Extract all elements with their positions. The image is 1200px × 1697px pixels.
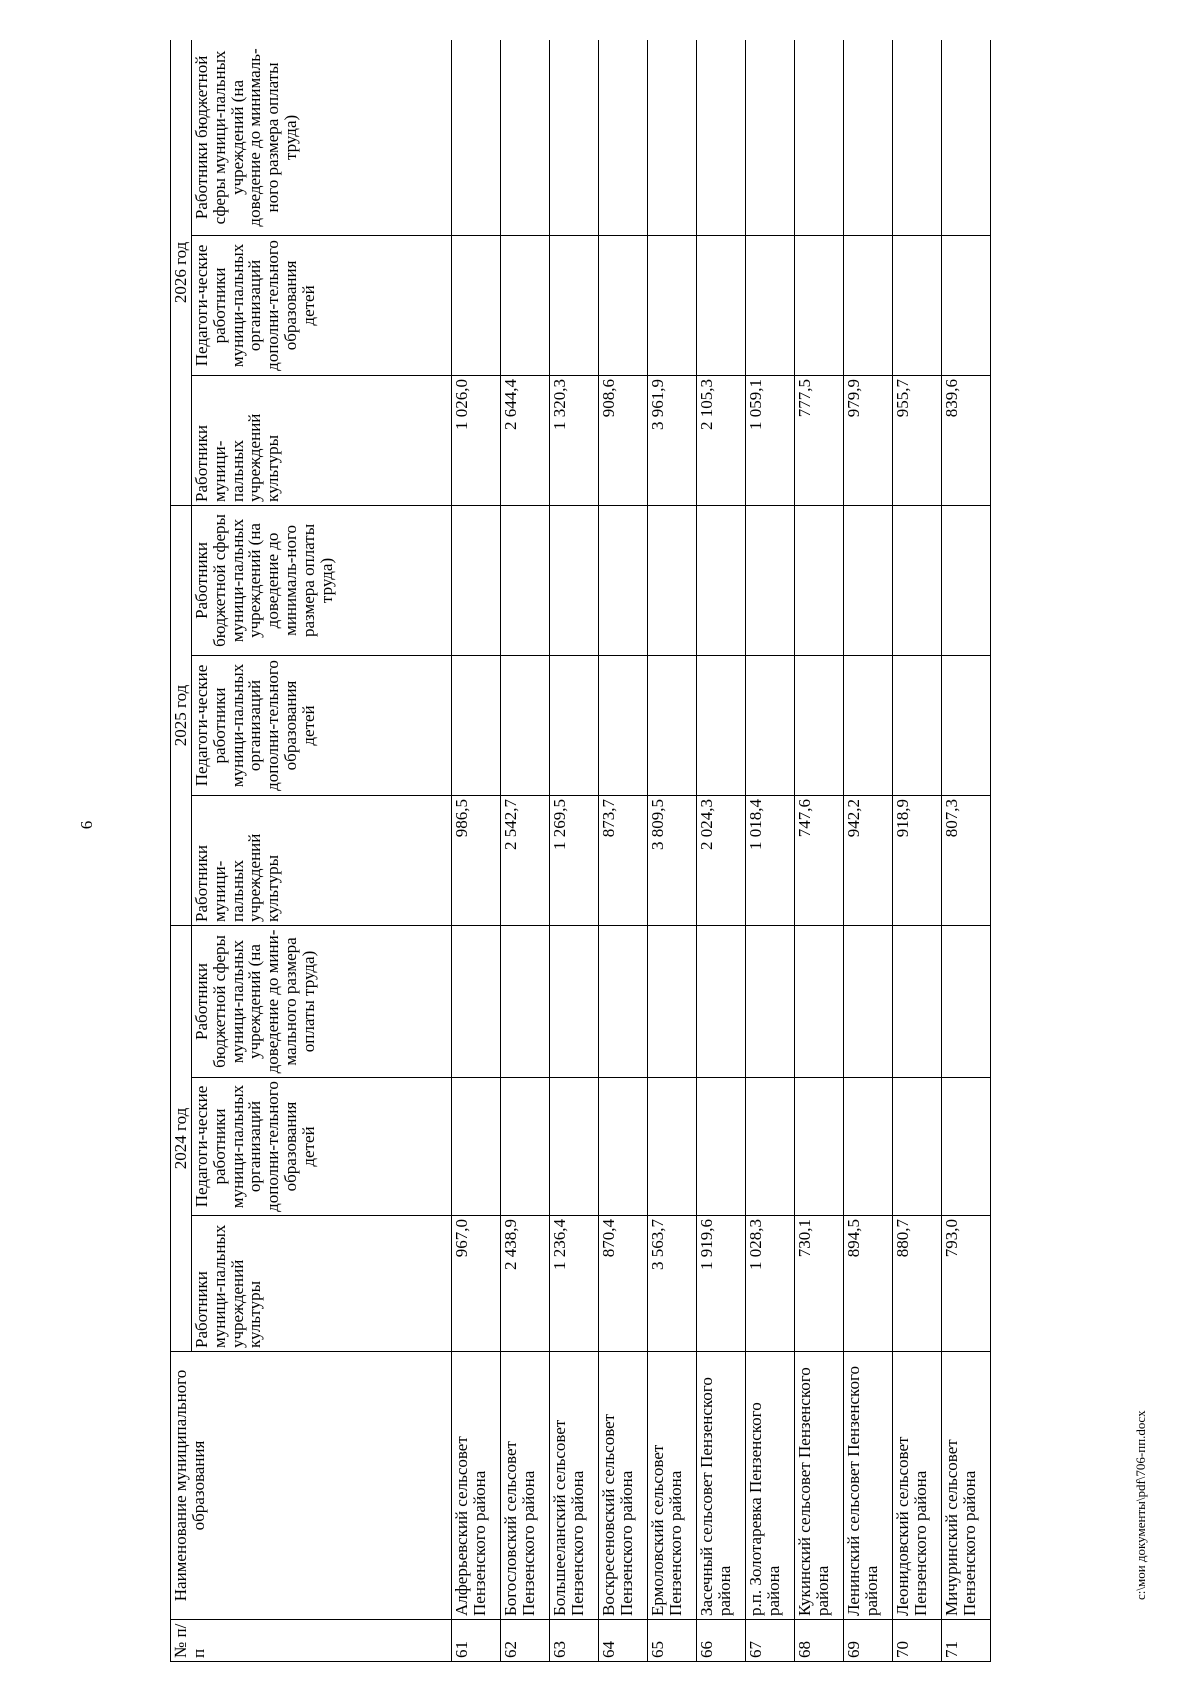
value-2025-culture: 807,3 <box>941 795 990 925</box>
value-2025-culture: 873,7 <box>598 795 647 925</box>
value-2024-budget <box>451 925 500 1077</box>
value-2025-budget <box>892 505 941 655</box>
value-2026-culture: 979,9 <box>843 375 892 505</box>
table-row <box>745 40 794 1662</box>
municipality-name: Леонидовский сельсовет Пензенского района <box>892 1352 941 1620</box>
row-number: 64 <box>598 1620 647 1662</box>
value-2025-culture: 986,5 <box>451 795 500 925</box>
table-frame <box>170 40 1042 1662</box>
value-2024-budget <box>647 925 696 1077</box>
value-2025-culture: 2 542,7 <box>500 795 549 925</box>
header-2026-culture: Работники муници-пальных учреждений культуры <box>191 375 451 505</box>
value-2026-culture: 839,6 <box>941 375 990 505</box>
value-2024-teachers <box>696 1078 745 1216</box>
value-2026-teachers <box>794 235 843 375</box>
municipality-name: Мичуринский сельсовет Пензенского района <box>941 1352 990 1620</box>
header-2024-budget: Работники бюджетной сферы муници-пальных учреждений (на доведение до мини-мального размера оплаты труда) <box>191 925 451 1077</box>
value-2026-culture: 1 026,0 <box>451 375 500 505</box>
value-2026-culture: 1 059,1 <box>745 375 794 505</box>
value-2025-budget <box>451 505 500 655</box>
value-2024-teachers <box>941 1078 990 1216</box>
value-2024-culture: 730,1 <box>794 1216 843 1352</box>
value-2024-teachers <box>451 1078 500 1216</box>
row-number: 65 <box>647 1620 696 1662</box>
row-number: 71 <box>941 1620 990 1662</box>
municipality-name: Большееланский сельсовет Пензенского района <box>549 1352 598 1620</box>
header-2025-teachers: Педагоги-ческие работники муници-пальных организаций дополни-тельного образования детей <box>191 655 451 795</box>
header-year-2026: 2026 год <box>171 40 192 505</box>
table-row <box>843 40 892 1662</box>
row-number: 61 <box>451 1620 500 1662</box>
value-2024-budget <box>598 925 647 1077</box>
value-2025-culture: 942,2 <box>843 795 892 925</box>
value-2024-culture: 2 438,9 <box>500 1216 549 1352</box>
value-2026-culture: 955,7 <box>892 375 941 505</box>
value-2024-teachers <box>745 1078 794 1216</box>
value-2024-culture: 967,0 <box>451 1216 500 1352</box>
header-2025-budget: Работники бюджетной сферы муници-пальных учреждений (на доведение до минималь-ного размера оплаты труда) <box>191 505 451 655</box>
header-name: Наименование муниципального образования <box>171 1352 452 1620</box>
value-2025-teachers <box>794 655 843 795</box>
value-2026-budget <box>500 40 549 235</box>
value-2024-budget <box>794 925 843 1077</box>
value-2026-teachers <box>843 235 892 375</box>
municipality-name: Алферьевский сельсовет Пензенского района <box>451 1352 500 1620</box>
value-2025-culture: 2 024,3 <box>696 795 745 925</box>
value-2026-teachers <box>500 235 549 375</box>
value-2024-teachers <box>598 1078 647 1216</box>
value-2026-teachers <box>549 235 598 375</box>
rotated-table-container <box>170 40 1042 1662</box>
header-2024-culture: Работники муници-пальных учреждений культуры <box>191 1216 451 1352</box>
value-2025-culture: 1 269,5 <box>549 795 598 925</box>
value-2025-teachers <box>892 655 941 795</box>
value-2025-culture: 747,6 <box>794 795 843 925</box>
value-2024-teachers <box>843 1078 892 1216</box>
page-number: 6 <box>77 820 96 830</box>
value-2025-teachers <box>549 655 598 795</box>
value-2026-budget <box>745 40 794 235</box>
value-2026-culture: 777,5 <box>794 375 843 505</box>
value-2026-budget <box>794 40 843 235</box>
row-number: 62 <box>500 1620 549 1662</box>
value-2024-culture: 880,7 <box>892 1216 941 1352</box>
value-2024-culture: 3 563,7 <box>647 1216 696 1352</box>
municipality-name: Богословский сельсовет Пензенского района <box>500 1352 549 1620</box>
table-row <box>647 40 696 1662</box>
value-2026-culture: 908,6 <box>598 375 647 505</box>
row-number: 63 <box>549 1620 598 1662</box>
row-number: 67 <box>745 1620 794 1662</box>
header-num: № п/п <box>171 1620 452 1662</box>
value-2024-teachers <box>549 1078 598 1216</box>
value-2026-teachers <box>941 235 990 375</box>
footer-file-path: c:\мои документы\pdf\706-пп.docx <box>1133 1410 1148 1600</box>
value-2026-budget <box>696 40 745 235</box>
value-2026-budget <box>941 40 990 235</box>
allocation-table <box>170 40 991 1662</box>
value-2026-budget <box>892 40 941 235</box>
value-2025-budget <box>500 505 549 655</box>
value-2025-teachers <box>451 655 500 795</box>
value-2025-teachers <box>647 655 696 795</box>
value-2026-teachers <box>647 235 696 375</box>
value-2024-budget <box>696 925 745 1077</box>
table-row <box>696 40 745 1662</box>
value-2026-teachers <box>598 235 647 375</box>
value-2024-budget <box>549 925 598 1077</box>
table-row <box>549 40 598 1662</box>
header-2026-teachers: Педагоги-ческие работники муници-пальных организаций дополни-тельного образования детей <box>191 235 451 375</box>
row-number: 69 <box>843 1620 892 1662</box>
municipality-name: р.п. Золотаревка Пензенского района <box>745 1352 794 1620</box>
value-2024-culture: 1 236,4 <box>549 1216 598 1352</box>
value-2026-culture: 3 961,9 <box>647 375 696 505</box>
value-2026-teachers <box>892 235 941 375</box>
value-2026-culture: 2 105,3 <box>696 375 745 505</box>
value-2025-teachers <box>941 655 990 795</box>
value-2026-culture: 1 320,3 <box>549 375 598 505</box>
value-2026-teachers <box>745 235 794 375</box>
value-2025-budget <box>794 505 843 655</box>
value-2025-culture: 1 018,4 <box>745 795 794 925</box>
value-2025-teachers <box>598 655 647 795</box>
value-2026-teachers <box>451 235 500 375</box>
value-2025-culture: 3 809,5 <box>647 795 696 925</box>
value-2025-teachers <box>843 655 892 795</box>
value-2025-budget <box>647 505 696 655</box>
value-2024-culture: 894,5 <box>843 1216 892 1352</box>
table-row <box>941 40 990 1662</box>
value-2024-teachers <box>500 1078 549 1216</box>
value-2026-culture: 2 644,4 <box>500 375 549 505</box>
municipality-name: Засечный сельсовет Пензенского района <box>696 1352 745 1620</box>
value-2025-budget <box>549 505 598 655</box>
header-2024-teachers: Педагоги-ческие работники муници-пальных организаций дополни-тельного образования детей <box>191 1078 451 1216</box>
value-2025-culture: 918,9 <box>892 795 941 925</box>
row-number: 68 <box>794 1620 843 1662</box>
value-2024-teachers <box>647 1078 696 1216</box>
value-2024-budget <box>892 925 941 1077</box>
value-2025-budget <box>941 505 990 655</box>
value-2026-budget <box>647 40 696 235</box>
table-row <box>598 40 647 1662</box>
header-year-2025: 2025 год <box>171 505 192 925</box>
value-2026-budget <box>598 40 647 235</box>
value-2025-budget <box>745 505 794 655</box>
value-2024-budget <box>745 925 794 1077</box>
header-2025-culture: Работники муници-пальных учреждений культуры <box>191 795 451 925</box>
value-2025-teachers <box>500 655 549 795</box>
value-2026-budget <box>843 40 892 235</box>
value-2024-budget <box>843 925 892 1077</box>
table-row <box>500 40 549 1662</box>
value-2025-budget <box>843 505 892 655</box>
row-number: 66 <box>696 1620 745 1662</box>
value-2025-teachers <box>745 655 794 795</box>
value-2026-budget <box>549 40 598 235</box>
row-number: 70 <box>892 1620 941 1662</box>
value-2026-teachers <box>696 235 745 375</box>
table-row <box>451 40 500 1662</box>
table-row <box>892 40 941 1662</box>
value-2025-budget <box>598 505 647 655</box>
value-2024-budget <box>941 925 990 1077</box>
municipality-name: Ленинский сельсовет Пензенского района <box>843 1352 892 1620</box>
value-2025-budget <box>696 505 745 655</box>
value-2025-teachers <box>696 655 745 795</box>
header-year-2024: 2024 год <box>171 925 192 1351</box>
value-2024-culture: 1 028,3 <box>745 1216 794 1352</box>
value-2024-culture: 870,4 <box>598 1216 647 1352</box>
value-2024-culture: 1 919,6 <box>696 1216 745 1352</box>
value-2024-budget <box>500 925 549 1077</box>
value-2024-culture: 793,0 <box>941 1216 990 1352</box>
header-2026-budget: Работники бюджетной сферы муници-пальных учреждений (на доведение до минималь-ного размера оплаты труда) <box>191 40 451 235</box>
value-2024-teachers <box>794 1078 843 1216</box>
municipality-name: Кукинский сельсовет Пензенского района <box>794 1352 843 1620</box>
table-row <box>794 40 843 1662</box>
value-2024-teachers <box>892 1078 941 1216</box>
value-2026-budget <box>451 40 500 235</box>
municipality-name: Воскресеновский сельсовет Пензенского района <box>598 1352 647 1620</box>
header-row-years <box>171 40 192 1662</box>
municipality-name: Ермоловский сельсовет Пензенского района <box>647 1352 696 1620</box>
